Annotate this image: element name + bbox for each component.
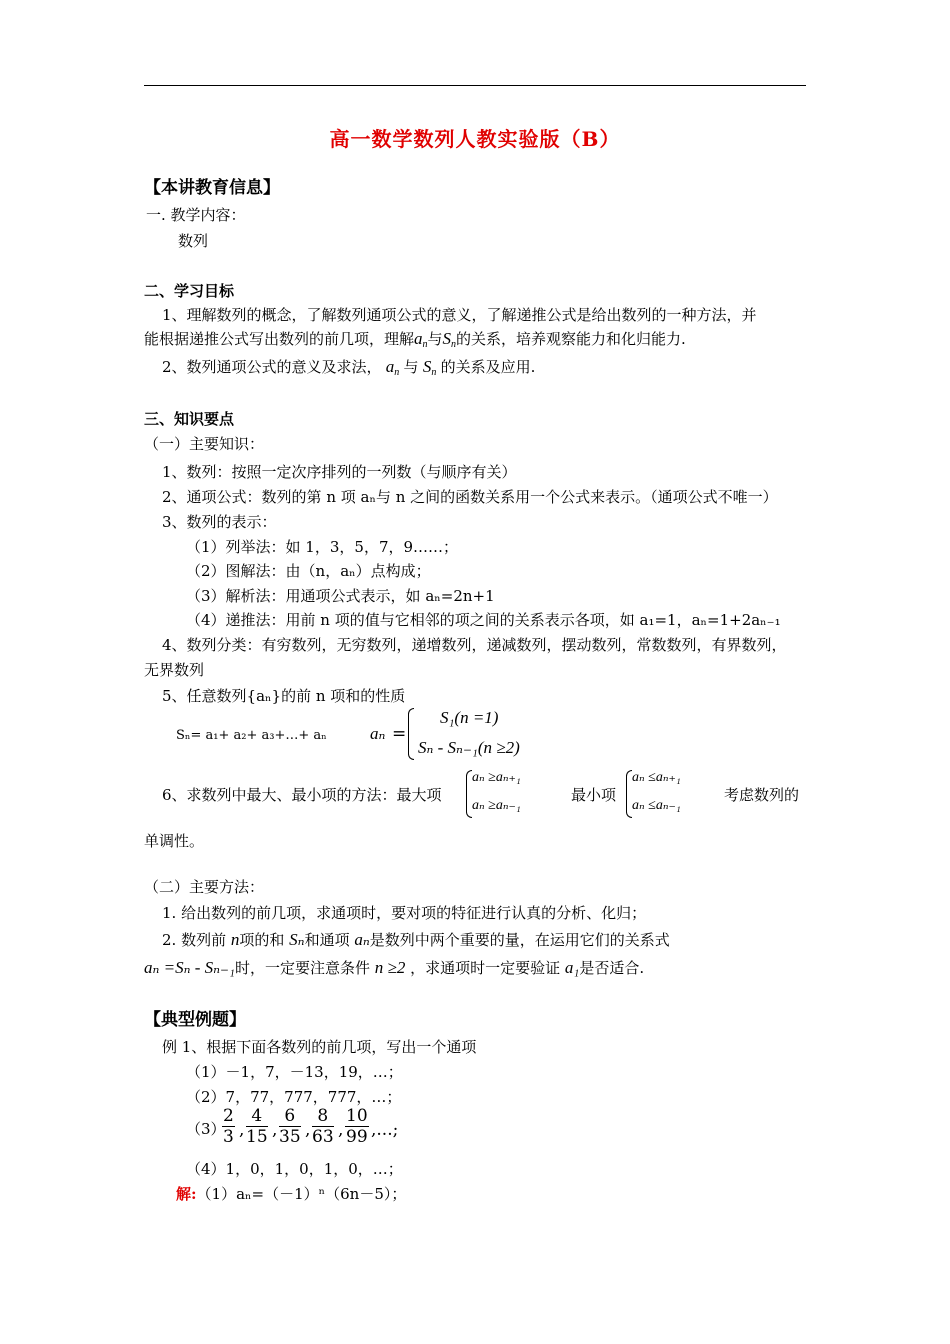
equals-sign: =	[392, 724, 407, 744]
knowledge-6-line-2: 单调性。	[144, 832, 205, 850]
min-cond-1: aₙ ≤aₙ₊₁	[632, 770, 681, 785]
section-heading-goals: 二、学习目标	[144, 282, 235, 300]
knowledge-3-2: （2）图解法：由（n，aₙ）点构成；	[186, 562, 431, 580]
example-1-4: （4）1，0，1，0，1，0，…；	[186, 1160, 403, 1178]
fraction-4: $\frac{8}{63}$	[312, 1106, 334, 1147]
fraction-2: $\frac{4}{15}$	[246, 1106, 268, 1147]
content-label: 一. 教学内容：	[146, 206, 246, 224]
comma: ,	[239, 1120, 245, 1140]
knowledge-6-label: 6、求数列中最大、最小项的方法：最大项	[162, 786, 442, 804]
sub-heading-knowledge: （一）主要知识：	[144, 435, 265, 453]
knowledge-3-4: （4）递推法：用前 n 项的值与它相邻的项之间的关系表示各项，如 a₁=1，aₙ=1+2aₙ₋₁	[186, 611, 781, 629]
fraction-5: $\frac{10}{99}$	[346, 1106, 368, 1147]
knowledge-4-line-1: 4、数列分类：有穷数列，无穷数列，递增数列，递减数列，摆动数列，常数数列，有界数列，	[162, 636, 787, 654]
min-label: 最小项	[571, 786, 617, 804]
example-1-1: （1）－1，7，－13，19，…；	[186, 1063, 403, 1081]
example-1-2: （2）7，77，777，777，…；	[186, 1088, 402, 1106]
method-1: 1. 给出数列的前几项，求通项时，要对项的特征进行认真的分析、化归；	[162, 904, 647, 922]
page-title: 高一数学数列人教实验版（B）	[329, 127, 621, 151]
header-rule	[144, 85, 806, 86]
goal-1-line-2: 能根据递推公式写出数列的前几项，理解$a_n$与$S_n$的关系，培养观察能力和化归能力.	[144, 329, 686, 350]
goal-1-line-1: 1、理解数列的概念，了解数列通项公式的意义，了解递推公式是给出数列的一种方法，并	[162, 306, 757, 324]
goal-2: 2、数列通项公式的意义及求法， $a_n$ 与 $S_n$ 的关系及应用.	[162, 357, 536, 378]
knowledge-5: 5、任意数列{aₙ}的前 n 项和的性质	[162, 687, 406, 705]
section-heading-points: 三、知识要点	[144, 410, 235, 428]
case-1: S₁(n =1)	[440, 708, 499, 727]
min-cond-2: aₙ ≤aₙ₋₁	[632, 798, 681, 813]
method-2-line-2: aₙ =Sₙ - Sₙ₋₁时，一定要注意条件 n ≥2 ，求通项时一定要验证 a₁是否适合.	[144, 958, 645, 977]
solution-line: 解:（1）aₙ=（－1）ⁿ（6n－5）；	[176, 1185, 407, 1203]
comma: ,	[338, 1120, 344, 1140]
fraction-1: $\frac{2}{3}$	[223, 1106, 234, 1147]
comma: ,	[305, 1120, 311, 1140]
knowledge-2: 2、通项公式：数列的第 n 项 aₙ与 n 之间的函数关系用一个公式来表示。（通项公式不唯一）	[162, 488, 778, 506]
sum-formula: Sₙ= a₁+ a₂+ a₃+…+ aₙ	[176, 728, 327, 743]
knowledge-4-line-2: 无界数列	[144, 661, 205, 679]
example-1: 例 1、根据下面各数列的前几项，写出一个通项	[162, 1038, 477, 1056]
max-cond-2: aₙ ≥aₙ₋₁	[472, 798, 521, 813]
comma: ,	[272, 1120, 278, 1140]
section-heading-info: 【本讲教育信息】	[144, 178, 280, 198]
section-heading-examples: 【典型例题】	[144, 1010, 246, 1030]
method-2-line-1: 2. 数列前 n项的和 Sₙ和通项 aₙ是数列中两个重要的量，在运用它们的关系式	[162, 930, 670, 949]
knowledge-1: 1、数列：按照一定次序排列的一列数（与顺序有关）	[162, 463, 517, 481]
knowledge-3: 3、数列的表示：	[162, 513, 277, 531]
knowledge-3-3: （3）解析法：用通项公式表示，如 aₙ=2n+1	[186, 587, 495, 605]
sub-heading-methods: （二）主要方法：	[144, 878, 265, 896]
cases-brace	[408, 708, 414, 760]
case-2: Sₙ - Sₙ₋₁(n ≥2)	[418, 738, 520, 757]
content-value: 数列	[178, 232, 209, 250]
fraction-3: $\frac{6}{35}$	[279, 1106, 301, 1147]
fraction-tail: ,...;	[371, 1120, 399, 1140]
an-symbol: aₙ	[370, 724, 386, 743]
max-cond-1: aₙ ≥aₙ₊₁	[472, 770, 521, 785]
knowledge-3-1: （1）列举法：如 1，3，5，7，9……；	[186, 538, 459, 556]
example-1-3-label: （3）	[186, 1120, 226, 1138]
knowledge-6-tail: 考虑数列的	[724, 786, 800, 804]
